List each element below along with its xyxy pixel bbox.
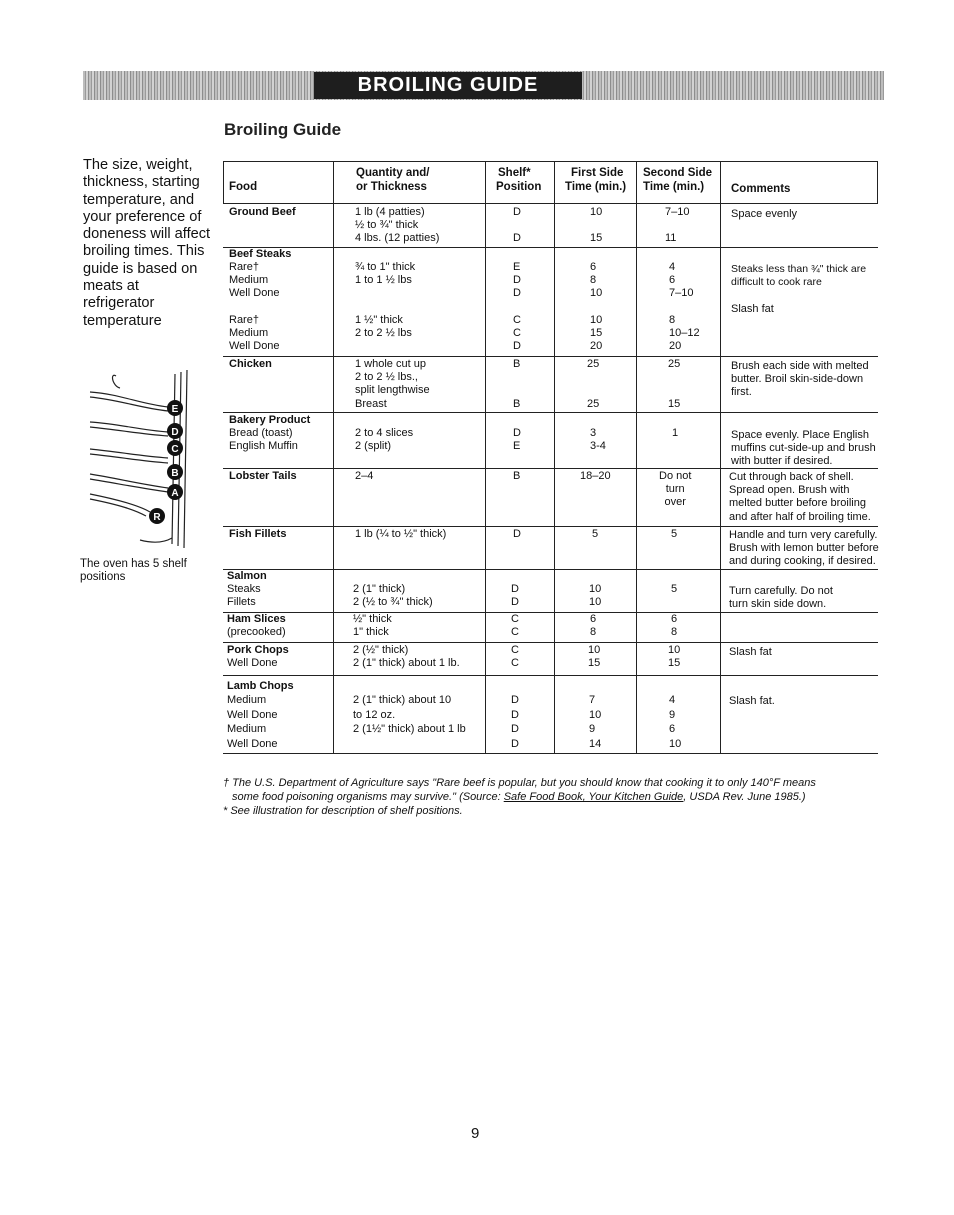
first-ham: 6 8 — [590, 613, 597, 639]
row-separator — [223, 675, 878, 676]
food-title-salmon: Salmon — [227, 570, 267, 582]
second-ground-beef: 7–10 11 — [665, 206, 690, 245]
comments-salmon: Turn carefully. Do not turn skin side down. — [729, 585, 833, 611]
first-pork: 10 15 — [588, 644, 601, 670]
shelf-pork: C C — [511, 644, 519, 670]
broiling-table — [223, 161, 878, 754]
food-chicken: Chicken — [229, 358, 272, 370]
food-title-beef-steaks: Beef Steaks — [229, 248, 292, 260]
second-chicken: 25 15 — [668, 358, 681, 410]
shelf-fish: D — [513, 528, 521, 540]
shelf-label-e: E — [171, 404, 179, 415]
second-salmon: 5 — [671, 583, 678, 595]
second-beef-steaks: 4 6 7–10 8 10–12 20 — [669, 261, 700, 353]
qty-beef-steaks: ¾ to 1" thick 1 to 1 ½ lbs 1 ½" thick 2 to 2 ½ lbs — [355, 261, 416, 340]
shelf-lamb: D D D D — [511, 694, 519, 750]
food-lobster: Lobster Tails — [229, 470, 297, 482]
qty-lobster: 2–4 — [355, 470, 374, 482]
row-separator — [223, 569, 878, 570]
footnote-source-date: , USDA Rev. June 1985.) — [683, 791, 806, 803]
shelf-ham: C C — [511, 613, 519, 639]
first-salmon: 10 10 — [589, 583, 602, 609]
shelf-salmon: D D — [511, 583, 519, 609]
food-title-bakery: Bakery Product — [229, 414, 311, 426]
oven-shelf-diagram — [80, 364, 215, 554]
food-bakery: Bread (toast) English Muffin — [229, 427, 298, 453]
comments-pork: Slash fat — [729, 646, 772, 658]
header-left-border — [223, 161, 224, 204]
header-right-border — [877, 161, 878, 204]
second-lobster: Do not turn over — [659, 470, 692, 509]
food-salmon: Steaks Fillets — [227, 583, 261, 609]
table-bottom-border — [223, 753, 878, 754]
first-ground-beef: 10 15 — [590, 206, 603, 245]
first-lamb: 7 10 9 14 — [589, 694, 602, 750]
shelf-label-c: C — [171, 444, 179, 455]
row-separator — [223, 612, 878, 613]
first-fish: 5 — [592, 528, 599, 540]
shelf-beef-steaks: E D D C C D — [513, 261, 521, 353]
comments-beef-steaks-2: Slash fat — [731, 303, 774, 315]
shelf-label-r: R — [153, 512, 161, 523]
second-ham: 6 8 — [671, 613, 678, 639]
diagram-caption: The oven has 5 shelf positions — [80, 558, 187, 583]
page-subtitle: Broiling Guide — [224, 120, 342, 139]
footnote-source-title: Safe Food Book, Your Kitchen Guide — [503, 791, 684, 803]
comments-lamb: Slash fat. — [729, 695, 775, 707]
row-separator — [223, 356, 878, 357]
comments-lobster: Cut through back of shell. Spread open. Brush with melted butter before broiling and after half of broiling time. — [729, 471, 871, 523]
col-divider-5 — [720, 161, 721, 754]
comments-ground-beef: Space evenly — [731, 208, 798, 220]
header-second-side-2: Time (min.) — [643, 181, 705, 193]
shelf-chicken: B B — [513, 358, 521, 410]
header-quantity-2: or Thickness — [356, 181, 427, 193]
col-divider-2 — [485, 161, 486, 754]
qty-salmon: 2 (1" thick) 2 (½ to ¾" thick) — [353, 583, 433, 609]
food-title-lamb: Lamb Chops — [227, 680, 294, 692]
first-lobster: 18–20 — [580, 470, 611, 482]
food-title-ham: Ham Slices — [227, 613, 286, 625]
row-separator — [223, 642, 878, 643]
qty-ground-beef: 1 lb (4 patties) ½ to ¾" thick 4 lbs. (12 patties) — [355, 206, 440, 245]
first-chicken: 25 25 — [587, 358, 600, 410]
food-fish: Fish Fillets — [229, 528, 287, 540]
header-food: Food — [229, 181, 258, 193]
col-divider-1 — [333, 161, 334, 754]
shelf-lobster: B — [513, 470, 521, 482]
second-bakery: 1 — [672, 427, 679, 439]
shelf-ground-beef: D D — [513, 206, 521, 245]
food-lamb: Medium Well Done Medium Well Done — [227, 694, 278, 750]
qty-chicken: 1 whole cut up 2 to 2 ½ lbs., split lengthwise Breast — [355, 358, 430, 410]
header-shelf-2: Position — [496, 181, 542, 193]
header-second-side-1: Second Side — [643, 167, 713, 179]
table-top-border — [223, 161, 878, 162]
food-ground-beef: Ground Beef — [229, 206, 296, 218]
first-bakery: 3 3-4 — [590, 427, 606, 453]
comments-chicken: Brush each side with melted butter. Broil skin-side-down first. — [731, 360, 869, 399]
food-pork: Well Done — [227, 657, 278, 669]
qty-fish: 1 lb (¼ to ½" thick) — [355, 528, 447, 540]
qty-ham: ½" thick 1" thick — [353, 613, 392, 639]
header-first-side-1: First Side — [571, 167, 624, 179]
comments-beef-steaks-1: Steaks less than ¾" thick are difficult to cook rare — [731, 263, 867, 289]
row-separator — [223, 412, 878, 413]
second-pork: 10 15 — [668, 644, 681, 670]
first-beef-steaks: 6 8 10 10 15 20 — [590, 261, 603, 353]
page-number: 9 — [471, 1125, 480, 1142]
col-divider-4 — [636, 161, 637, 754]
header-comments: Comments — [731, 183, 791, 195]
food-title-pork: Pork Chops — [227, 644, 289, 656]
qty-lamb: 2 (1" thick) about 10 to 12 oz. 2 (1½" thick) about 1 lb — [353, 694, 466, 735]
col-divider-3 — [554, 161, 555, 754]
row-separator — [223, 526, 878, 527]
header-quantity-1: Quantity and/ — [356, 167, 430, 179]
footnote-dagger-text: some food poisoning organisms may survive." (Source: — [232, 791, 504, 803]
footnote-dagger-line-2 — [232, 790, 806, 804]
shelf-label-a: A — [171, 488, 179, 499]
footnote-star: * See illustration for description of shelf positions. — [223, 805, 463, 817]
header-first-side-2: Time (min.) — [565, 181, 627, 193]
qty-pork: 2 (½" thick) 2 (1" thick) about 1 lb. — [353, 644, 460, 670]
second-fish: 5 — [671, 528, 678, 540]
banner-title: BROILING GUIDE — [314, 72, 582, 99]
shelf-bakery: D E — [513, 427, 521, 453]
shelf-label-d: D — [171, 427, 179, 438]
comments-bakery: Space evenly. Place English muffins cut-side-up and brush with butter if desired. — [731, 429, 876, 468]
food-ham: (precooked) — [227, 626, 286, 638]
qty-bakery: 2 to 4 slices 2 (split) — [355, 427, 414, 453]
comments-fish: Handle and turn very carefully. Brush with lemon butter before and during cooking, if desired. — [729, 529, 879, 568]
row-separator — [223, 247, 878, 248]
header-shelf-1: Shelf* — [498, 167, 531, 179]
intro-text: The size, weight, thickness, starting temperature, and your preference of doneness will affect broiling times. This guide is based on meats at refrigerator temperature — [83, 157, 211, 329]
header-bottom-border — [223, 203, 878, 204]
footnote-dagger-line-1: † The U.S. Department of Agriculture says "Rare beef is popular, but you should know that cooking it to only 140°F means — [223, 777, 816, 789]
food-beef-steaks: Rare† Medium Well Done Rare† Medium Well Done — [229, 261, 280, 353]
shelf-label-b: B — [171, 468, 179, 479]
second-lamb: 4 9 6 10 — [669, 694, 682, 750]
